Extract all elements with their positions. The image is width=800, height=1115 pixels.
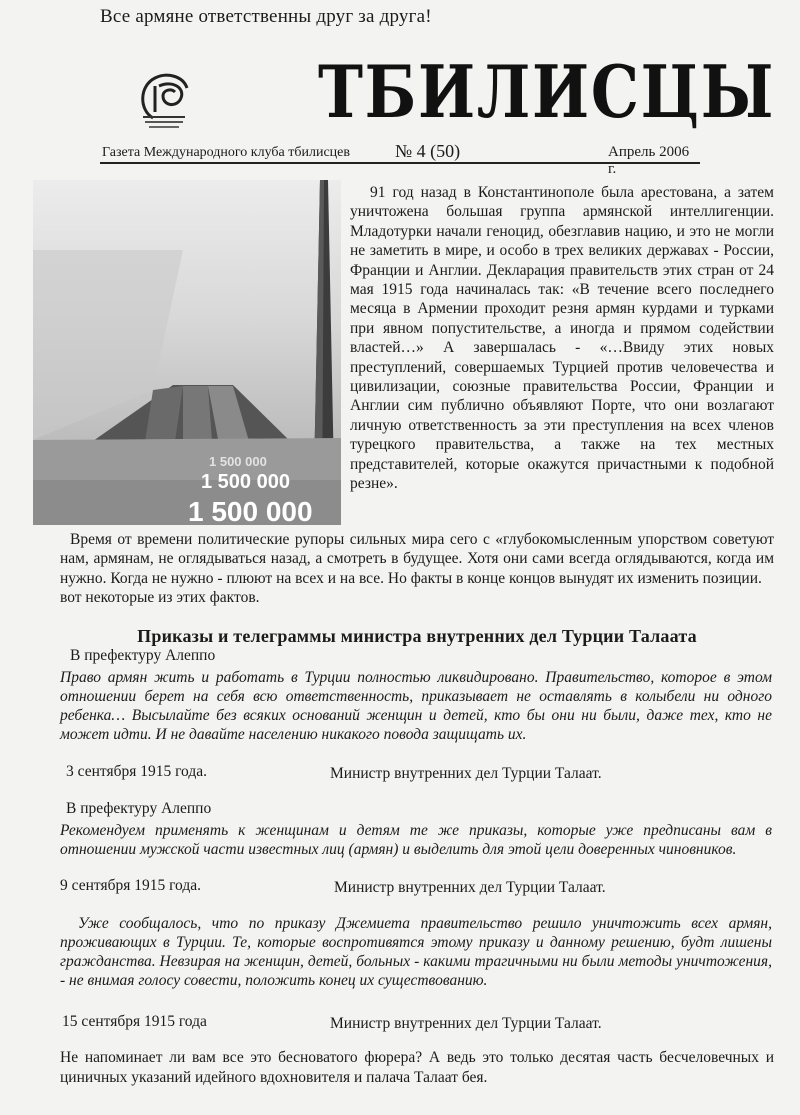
order-2-date: 9 сентября 1915 года. [60, 877, 201, 894]
intro-text: 91 год назад в Константинополе была арестована, а затем уничтожена большая группа армянской интеллигенции. Младотурки начали геноцид, обезглавив нацию, и это не могли не заметить в мире, и особо в трех великих державах - России, Франции и Англии. Декларация правительств этих стран от 24 мая 1915 года начиналась так: «В течение всего последнего месяца в Армении проходит резня армян курдами и турками при явном попустительстве, а иногда и прямом содействии властей…» А завершалась - «…Ввиду этих новых преступлений, совершаемых Турцией против человечества и цивилизации, союзные правительства России, Франции и Англии сим публично объявляют Порте, что они возлагают личную ответственность за эти преступления на всех членов турецкого правительства, а также на тех местных представителей, которые окажутся причастными к подобной резне». [350, 184, 774, 493]
club-name: Газета Международного клуба тбилисцев [102, 145, 350, 160]
memorial-photo [33, 180, 341, 525]
club-logo-icon [133, 66, 203, 136]
masthead-subline [100, 141, 700, 177]
order-1-addressee: В префектуру Алеппо [70, 647, 216, 664]
issue-date: Апрель 2006 г. [608, 144, 690, 177]
order-3-date: 15 сентября 1915 года [62, 1013, 207, 1030]
order-2-text: Рекомендуем применять к женщинам и детям те же приказы, которые уже предписаны вам в отношении мужской части известных лиц (армян) и выделить для этой цели доверенных чиновников. [60, 822, 772, 858]
continuation-text: Время от времени политические рупоры сильных мира сего с «глубокомысленным упорством советуют нам, армянам, не оглядываться назад, а смотреть в будущее. Хотя они сами всегда оглядываются, когда им нужно. Когда не нужно - плюют на всех и на все. Но факты в конце концов вынудят их изменить позиции. [60, 531, 774, 587]
intro-paragraph [350, 183, 774, 494]
masthead-rule [100, 162, 700, 164]
order-3-text: Уже сообщалось, что по приказу Джемиета правительство решило уничтожить всех армян, проживающих в Турции. Те, которые воспротивятся этому приказу и данному решению, будт лишены гражданства. Невзирая на женщин, детей, больных - какими трагичными ни были методы уничтожения, - не внимая голосу совести, положить конец их существованию. [60, 915, 772, 989]
closing-paragraph [60, 1048, 774, 1088]
continuation-paragraph [60, 530, 774, 608]
memorial-drawing [33, 180, 341, 525]
order-3-signature: Министр внутренних дел Турции Талаат. [330, 1015, 602, 1032]
victims-number-medium: 1 500 000 [201, 471, 290, 493]
order-2-signature: Министр внутренних дел Турции Талаат. [334, 879, 606, 896]
issue-number: № 4 (50) [395, 141, 461, 161]
order-1-date: 3 сентября 1915 года. [66, 763, 207, 780]
section-heading: Приказы и телеграммы министра внутренних дел Турции Талаата [137, 626, 697, 646]
closing-text: Не напоминает ли вам все это бесноватого фюрера? А ведь это только десятая часть бесчеловечных и циничных указаний идейного вдохновителя и палача Талаат бея. [60, 1049, 774, 1086]
newspaper-title: ТБИЛИСЦЫ [318, 49, 776, 134]
victims-number-large: 1 500 000 [188, 496, 313, 525]
order-1-signature: Министр внутренних дел Турции Талаат. [330, 765, 602, 782]
order-1-text: Право армян жить и работать в Турции полностью ликвидировано. Правительство, которое в этом отношении берет на себя всю ответственность, приказывает не оставлять в колыбели ни одного ребенка… Высылайте без всяких оснований женщин и детей, кто бы они ни были, даже тех, кто не может идти. И не давайте населению никакого повода защищать их. [60, 669, 772, 743]
masthead-motto: Все армяне ответственны друг за друга! [100, 6, 432, 27]
order-2-addressee: В префектуру Алеппо [66, 800, 212, 817]
victims-number-small: 1 500 000 [209, 454, 267, 469]
continuation-tail: вот некоторые из этих фактов. [60, 589, 260, 607]
